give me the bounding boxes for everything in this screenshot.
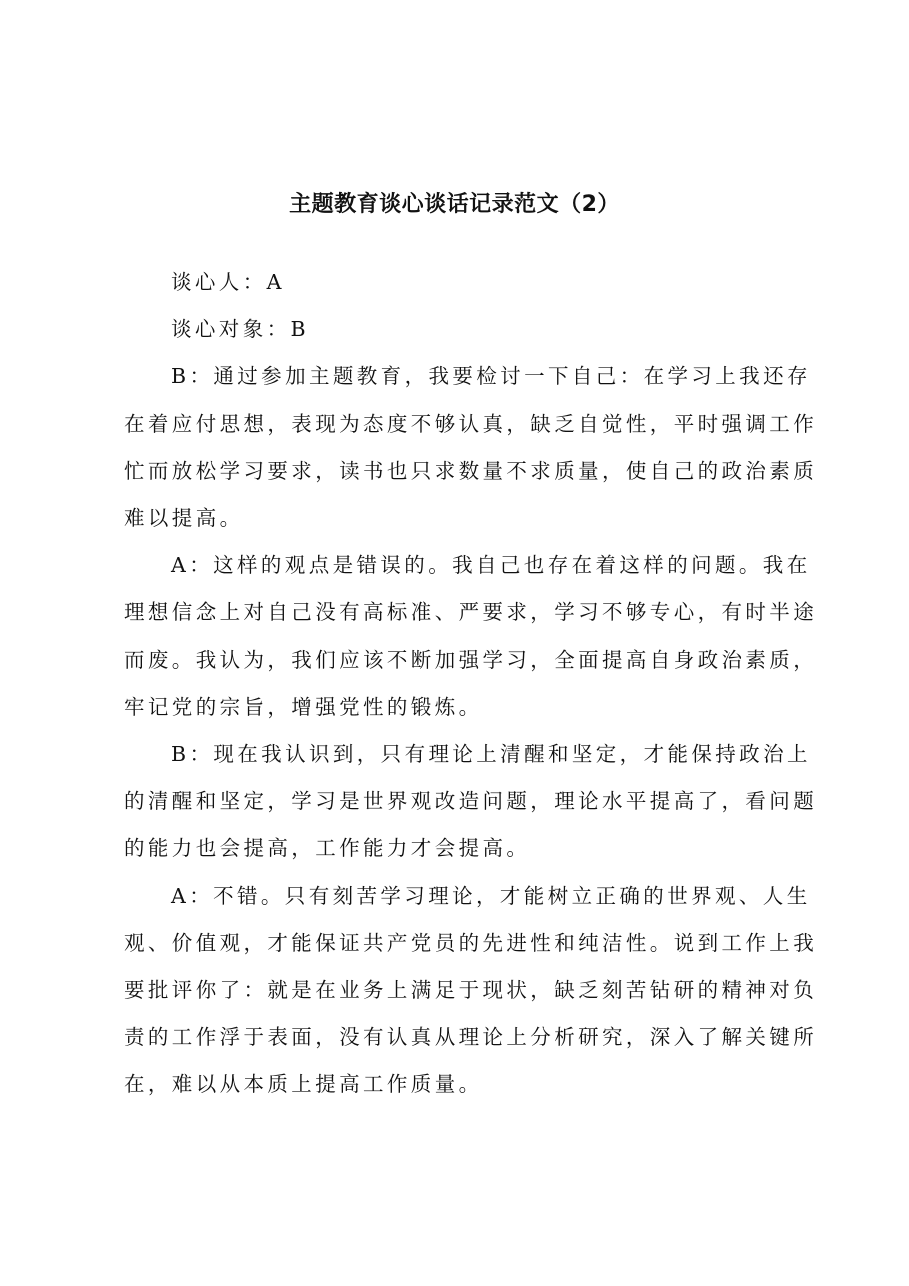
paragraph-text: 谈心对象：B [171,317,309,342]
paragraph-text: A：不错。只有刻苦学习理论，才能树立正确的世界观、人生观、价值观，才能保证共产党员的先进性和纯洁性。说到工作上我要批评你了：就是在业务上满足于现状，缺乏刻苦钻研的精神对负责的工作浮于表面，没有认真从理论上分析研究，深入了解关键所在，难以从本质上提高工作质量。 [124,883,818,1097]
paragraph-text: B：现在我认识到，只有理论上清醒和坚定，才能保持政治上的清醒和坚定，学习是世界观改造问题，理论水平提高了，看问题的能力也会提高，工作能力才会提高。 [124,742,818,861]
paragraph-text: B：通过参加主题教育，我要检讨一下自己：在学习上我还存在着应付思想，表现为态度不够认真，缺乏自觉性，平时强调工作忙而放松学习要求，读书也只求数量不求质量，使自己的政治素质难以提高。 [124,364,818,531]
document-body [124,259,826,1109]
paragraph-a-criticism [124,873,826,1109]
paragraph-b-self-review [124,353,826,542]
document-title: 主题教育谈心谈话记录范文（2） [289,192,620,217]
paragraph-text: A：这样的观点是错误的。我自己也存在着这样的问题。我在理想信念上对自己没有高标准、严要求，学习不够专心，有时半途而废。我认为，我们应该不断加强学习，全面提高自身政治素质，牢记党的宗旨，增强党性的锻炼。 [124,553,818,719]
paragraph-talk-object [124,306,826,353]
paragraph-talker [124,259,826,306]
paragraph-b-realization [124,731,826,873]
paragraph-a-response [124,542,826,731]
paragraph-text: 谈心人：A [171,270,285,294]
